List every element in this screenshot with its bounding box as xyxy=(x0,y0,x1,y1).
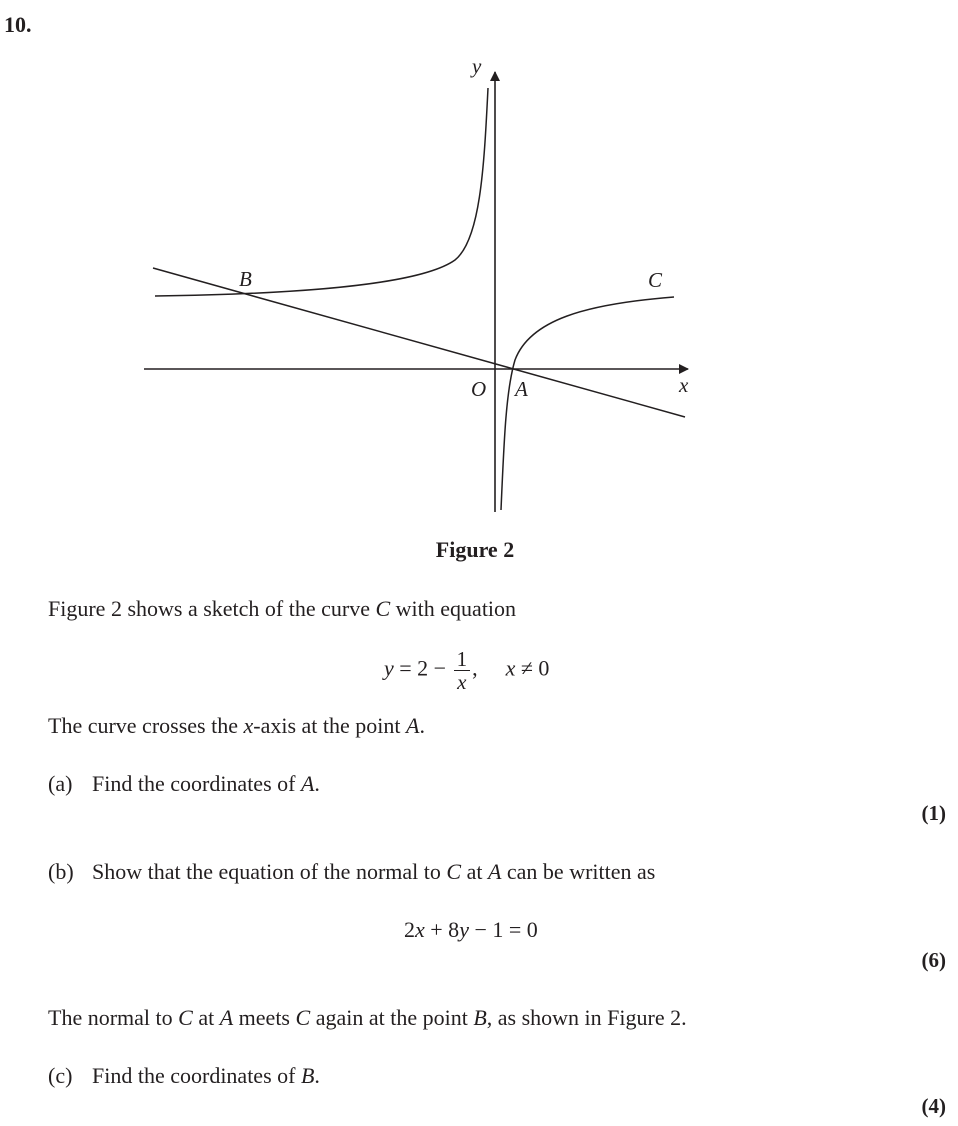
intro-text: Figure 2 shows a sketch of the curve C with equation xyxy=(48,596,517,621)
crosses-text: The curve crosses the x-axis at the point A. xyxy=(48,713,425,738)
part-c-text: (c) Find the coordinates of B. xyxy=(48,1063,320,1088)
point-b-label: B xyxy=(239,267,252,291)
part-a-marks: (1) xyxy=(921,801,946,825)
question-number: 10. xyxy=(4,12,32,37)
part-c-marks: (4) xyxy=(921,1094,946,1118)
part-b-marks: (6) xyxy=(921,948,946,972)
x-axis-label: x xyxy=(679,373,689,397)
y-axis-label: y xyxy=(472,54,482,78)
figure-2-sketch xyxy=(0,0,958,530)
normal-meets-text: The normal to C at A meets C again at the point B, as shown in Figure 2. xyxy=(48,1005,687,1030)
fraction: $\frac{1}{x}$ xyxy=(454,648,471,693)
curve-c-label: C xyxy=(648,268,663,292)
curve-c-right-branch xyxy=(501,297,674,510)
part-b-text: (b) Show that the equation of the normal to C at A can be written as xyxy=(48,859,656,884)
point-a-label: A xyxy=(515,377,528,401)
figure-caption: Figure 2 xyxy=(435,537,515,562)
normal-equation: 2x + 8y − 1 = 0 xyxy=(404,917,538,942)
origin-label: O xyxy=(471,377,487,401)
part-a-text: (a) Find the coordinates of A. xyxy=(48,771,320,796)
normal-line xyxy=(153,268,685,417)
curve-equation: y = 2 − $\frac{1}{x}$ , x ≠ 0 xyxy=(384,647,550,694)
curve-c-left-branch xyxy=(155,88,488,296)
